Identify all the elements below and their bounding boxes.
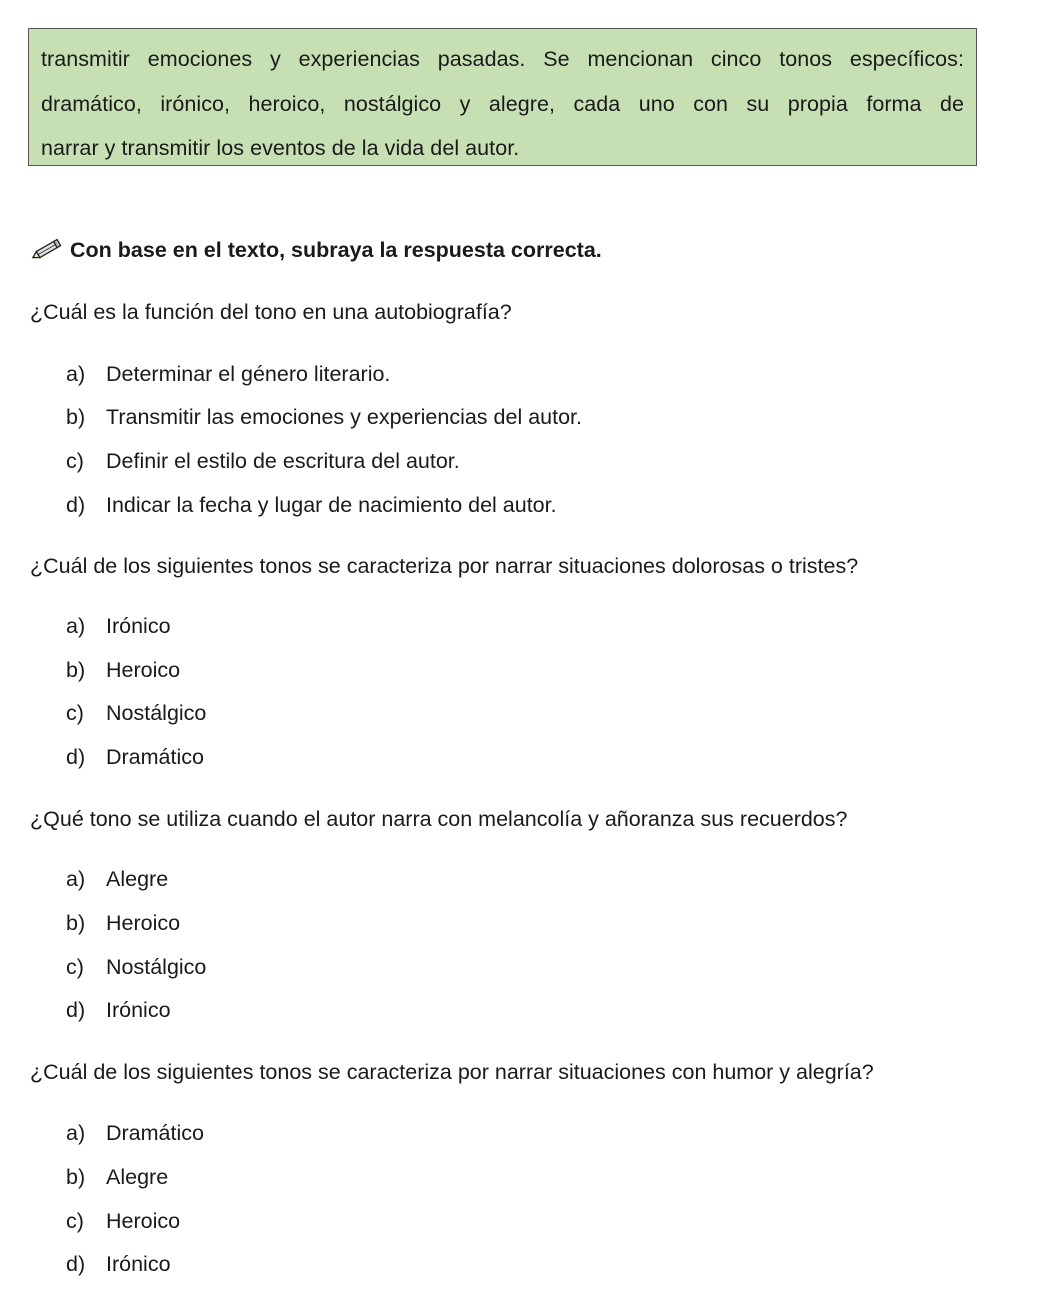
q3-option-c[interactable]: c) Nostálgico [66, 955, 207, 979]
question-3: ¿Qué tono se utiliza cuando el autor narra con melancolía y añoranza sus recuerdos? [30, 807, 848, 831]
instruction-text: Con base en el texto, subraya la respuesta correcta. [70, 237, 602, 262]
q1-option-b[interactable]: b) Transmitir las emociones y experiencias del autor. [66, 405, 582, 429]
q3-option-b[interactable]: b) Heroico [66, 911, 181, 935]
q4-option-a[interactable]: a) Dramático [66, 1121, 204, 1145]
q4-option-b[interactable]: b) Alegre [66, 1165, 169, 1189]
question-2: ¿Cuál de los siguientes tonos se caracteriza por narrar situaciones dolorosas o tristes? [30, 554, 859, 578]
q3-option-d[interactable]: d) Irónico [66, 998, 171, 1022]
question-1: ¿Cuál es la función del tono en una autobiografía? [30, 300, 512, 324]
summary-line: narrar y transmitir los eventos de la vida del autor. [41, 136, 520, 160]
q2-option-d[interactable]: d) Dramático [66, 745, 204, 769]
q1-option-d[interactable]: d) Indicar la fecha y lugar de nacimiento del autor. [66, 493, 557, 517]
q3-option-a[interactable]: a) Alegre [66, 867, 169, 891]
instruction [30, 232, 602, 268]
q4-option-d[interactable]: d) Irónico [66, 1252, 171, 1276]
summary-box [28, 28, 977, 166]
q2-option-b[interactable]: b) Heroico [66, 658, 181, 682]
q4-option-c[interactable]: c) Heroico [66, 1209, 181, 1233]
q1-option-a[interactable]: a) Determinar el género literario. [66, 362, 391, 386]
question-4: ¿Cuál de los siguientes tonos se caracteriza por narrar situaciones con humor y alegría? [30, 1060, 874, 1084]
q2-option-a[interactable]: a) Irónico [66, 614, 171, 638]
summary-line: dramático, irónico, heroico, nostálgico y alegre, cada uno con su propia forma de [41, 91, 964, 116]
summary-line: transmitir emociones y experiencias pasadas. Se mencionan cinco tonos específicos: [41, 47, 964, 71]
pencil-icon [30, 236, 64, 264]
q1-option-c[interactable]: c) Definir el estilo de escritura del autor. [66, 449, 460, 473]
q2-option-c[interactable]: c) Nostálgico [66, 701, 207, 725]
